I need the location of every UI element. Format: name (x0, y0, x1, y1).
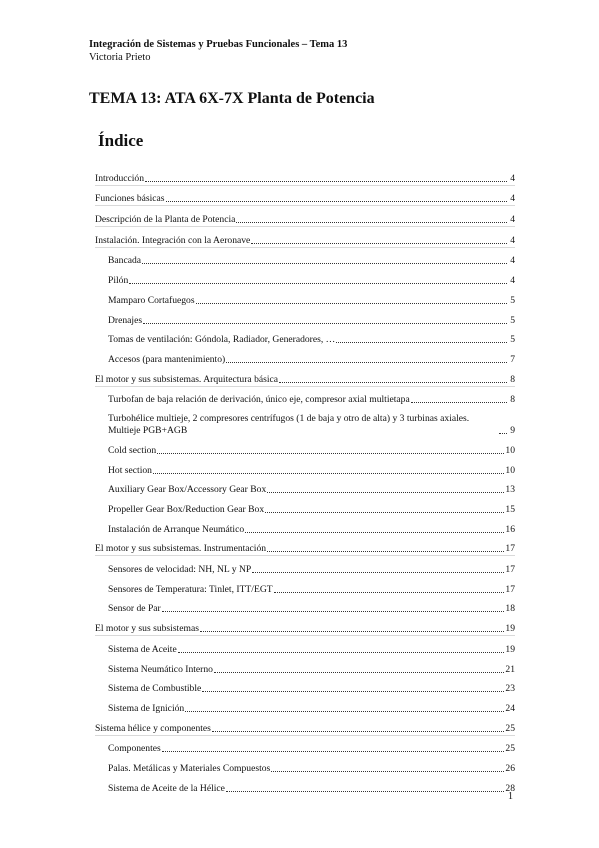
toc-entry-label: El motor y sus subsistemas (95, 623, 199, 635)
toc-leader-dots (202, 691, 504, 692)
toc-leader-dots (129, 283, 507, 284)
toc-entry-page: 18 (505, 603, 515, 615)
toc-leader-dots (214, 672, 504, 673)
toc-entry-label: Introducción (95, 172, 145, 184)
page-number: 1 (508, 791, 513, 802)
toc-entry[interactable] (95, 775, 515, 795)
header-author: Victoria Prieto (89, 52, 151, 63)
toc-leader-dots (251, 243, 507, 244)
toc-entry[interactable] (95, 307, 515, 327)
toc-leader-dots (226, 791, 504, 792)
toc-leader-dots (145, 181, 507, 182)
toc-leader-dots (162, 751, 505, 752)
table-of-contents (95, 165, 515, 795)
toc-entry-label: Sensor de Par (108, 603, 161, 615)
toc-entry[interactable] (95, 715, 515, 736)
toc-leader-dots (153, 473, 504, 474)
toc-entry[interactable] (95, 536, 515, 557)
toc-entry[interactable] (95, 406, 515, 437)
toc-leader-dots (274, 592, 505, 593)
toc-entry-page: 4 (510, 275, 515, 287)
toc-entry-page: 19 (505, 623, 515, 635)
toc-entry[interactable] (95, 656, 515, 676)
toc-entry-label: Sistema de Aceite de la Hélice (108, 782, 225, 794)
toc-entry[interactable] (95, 576, 515, 596)
toc-entry-page: 10 (505, 444, 515, 456)
toc-leader-dots (267, 492, 504, 493)
toc-entry[interactable] (95, 287, 515, 307)
toc-entry[interactable] (95, 477, 515, 497)
toc-entry-label: Descripción de la Planta de Potencia (95, 214, 236, 226)
toc-entry-label: Sistema de Ignición (108, 702, 185, 714)
toc-leader-dots (212, 731, 505, 732)
toc-leader-dots (245, 532, 504, 533)
toc-entry-label: Tomas de ventilación: Góndola, Radiador, Generadores, … (108, 334, 336, 346)
toc-leader-dots (279, 382, 507, 383)
toc-entry-label: Sensores de Temperatura: Tinlet, ITT/EGT (108, 583, 273, 595)
toc-entry-label: Cold section (108, 444, 157, 456)
page-title: TEMA 13: ATA 6X-7X Planta de Potencia (89, 90, 375, 107)
toc-entry-page: 16 (505, 523, 515, 535)
toc-leader-dots (200, 631, 504, 632)
toc-entry-page: 4 (510, 193, 515, 205)
toc-entry-label: Turbohélice multieje, 2 compresores centrífugos (1 de baja y otro de alta) y 3 turbinas axiales. Multieje PGB+AGB (108, 413, 470, 437)
toc-entry[interactable] (95, 596, 515, 616)
toc-entry[interactable] (95, 516, 515, 536)
toc-entry[interactable] (95, 755, 515, 775)
toc-entry[interactable] (95, 327, 515, 347)
toc-entry-page: 4 (510, 234, 515, 246)
toc-entry-page: 9 (510, 425, 515, 437)
toc-entry[interactable] (95, 206, 515, 227)
toc-leader-dots (157, 453, 504, 454)
toc-entry-label: Sistema de Combustible (108, 683, 202, 695)
header-course-title: Integración de Sistemas y Pruebas Funcionales – Tema 13 (89, 39, 348, 50)
toc-entry-page: 21 (505, 663, 515, 675)
toc-entry-label: Auxiliary Gear Box/Accessory Gear Box (108, 484, 267, 496)
toc-entry-label: Pilón (108, 275, 129, 287)
toc-entry[interactable] (95, 248, 515, 268)
toc-entry-page: 17 (505, 543, 515, 555)
toc-entry-page: 10 (505, 464, 515, 476)
toc-entry-label: Sistema de Aceite (108, 643, 177, 655)
toc-entry-page: 4 (510, 214, 515, 226)
toc-entry-page: 7 (510, 353, 515, 365)
index-heading: Índice (98, 131, 144, 150)
toc-entry-label: Propeller Gear Box/Reduction Gear Box (108, 504, 265, 515)
toc-entry-page: 23 (505, 683, 515, 695)
toc-entry[interactable] (95, 496, 515, 516)
toc-entry-page: 17 (505, 564, 515, 576)
toc-entry[interactable] (95, 387, 515, 407)
toc-leader-dots (267, 551, 504, 552)
toc-entry-page: 8 (510, 373, 515, 385)
toc-entry-page: 4 (510, 172, 515, 184)
toc-entry[interactable] (95, 676, 515, 696)
toc-entry[interactable] (95, 366, 515, 387)
toc-entry-page: 17 (505, 583, 515, 595)
toc-entry[interactable] (95, 556, 515, 576)
toc-entry-page: 15 (505, 504, 515, 515)
toc-leader-dots (411, 402, 507, 403)
toc-entry-page: 25 (505, 743, 515, 755)
toc-entry-page: 5 (510, 314, 515, 326)
toc-leader-dots (226, 362, 507, 363)
toc-leader-dots (143, 323, 507, 324)
toc-entry-label: Palas. Metálicas y Materiales Compuestos (108, 762, 271, 774)
toc-leader-dots (236, 222, 507, 223)
toc-entry[interactable] (95, 437, 515, 457)
toc-entry-page: 4 (510, 255, 515, 267)
toc-entry-label: Sistema Neumático Interno (108, 663, 213, 675)
toc-entry-label: Accesos (para mantenimiento) (108, 353, 226, 365)
toc-entry-label: El motor y sus subsistemas. Arquitectura básica (95, 373, 279, 385)
toc-entry[interactable] (95, 457, 515, 477)
toc-entry-label: Bancada (108, 255, 142, 267)
toc-entry[interactable] (95, 165, 515, 186)
toc-entry-label: El motor y sus subsistemas. Instrumentación (95, 543, 267, 555)
toc-entry-label: Sistema hélice y componentes (95, 722, 211, 734)
toc-entry[interactable] (95, 695, 515, 715)
toc-entry[interactable] (95, 736, 515, 756)
toc-entry-label: Funciones básicas (95, 193, 165, 205)
toc-entry[interactable] (95, 636, 515, 656)
toc-entry[interactable] (95, 267, 515, 287)
toc-entry-label: Mamparo Cortafuegos (108, 294, 195, 306)
toc-leader-dots (499, 433, 507, 434)
toc-leader-dots (142, 263, 507, 264)
toc-leader-dots (265, 512, 504, 513)
toc-entry-page: 28 (505, 782, 515, 794)
toc-entry-label: Instalación. Integración con la Aeronave (95, 234, 251, 246)
toc-entry-label: Turbofan de baja relación de derivación, único eje, compresor axial multietapa (108, 394, 410, 406)
toc-entry-page: 5 (510, 334, 515, 346)
toc-leader-dots (162, 611, 505, 612)
toc-entry[interactable] (95, 346, 515, 366)
toc-entry-page: 19 (505, 643, 515, 655)
toc-entry-label: Sensores de velocidad: NH, NL y NP (108, 564, 252, 576)
toc-entry-label: Hot section (108, 464, 152, 476)
toc-entry[interactable] (95, 615, 515, 636)
toc-leader-dots (271, 771, 504, 772)
toc-entry-page: 8 (510, 394, 515, 406)
toc-entry-page: 26 (505, 762, 515, 774)
toc-entry-page: 5 (510, 294, 515, 306)
toc-leader-dots (166, 201, 507, 202)
toc-leader-dots (336, 342, 507, 343)
toc-entry[interactable] (95, 227, 515, 248)
toc-entry-page: 24 (505, 702, 515, 714)
toc-entry-label: Instalación de Arranque Neumático (108, 523, 245, 535)
running-header (89, 38, 347, 64)
toc-entry-label: Drenajes (108, 314, 143, 326)
toc-entry-label: Componentes (108, 743, 161, 755)
toc-leader-dots (185, 711, 504, 712)
toc-entry-page: 13 (505, 484, 515, 496)
toc-entry[interactable] (95, 186, 515, 207)
toc-leader-dots (252, 572, 504, 573)
toc-leader-dots (196, 303, 507, 304)
toc-leader-dots (178, 652, 505, 653)
toc-entry-page: 25 (505, 722, 515, 734)
